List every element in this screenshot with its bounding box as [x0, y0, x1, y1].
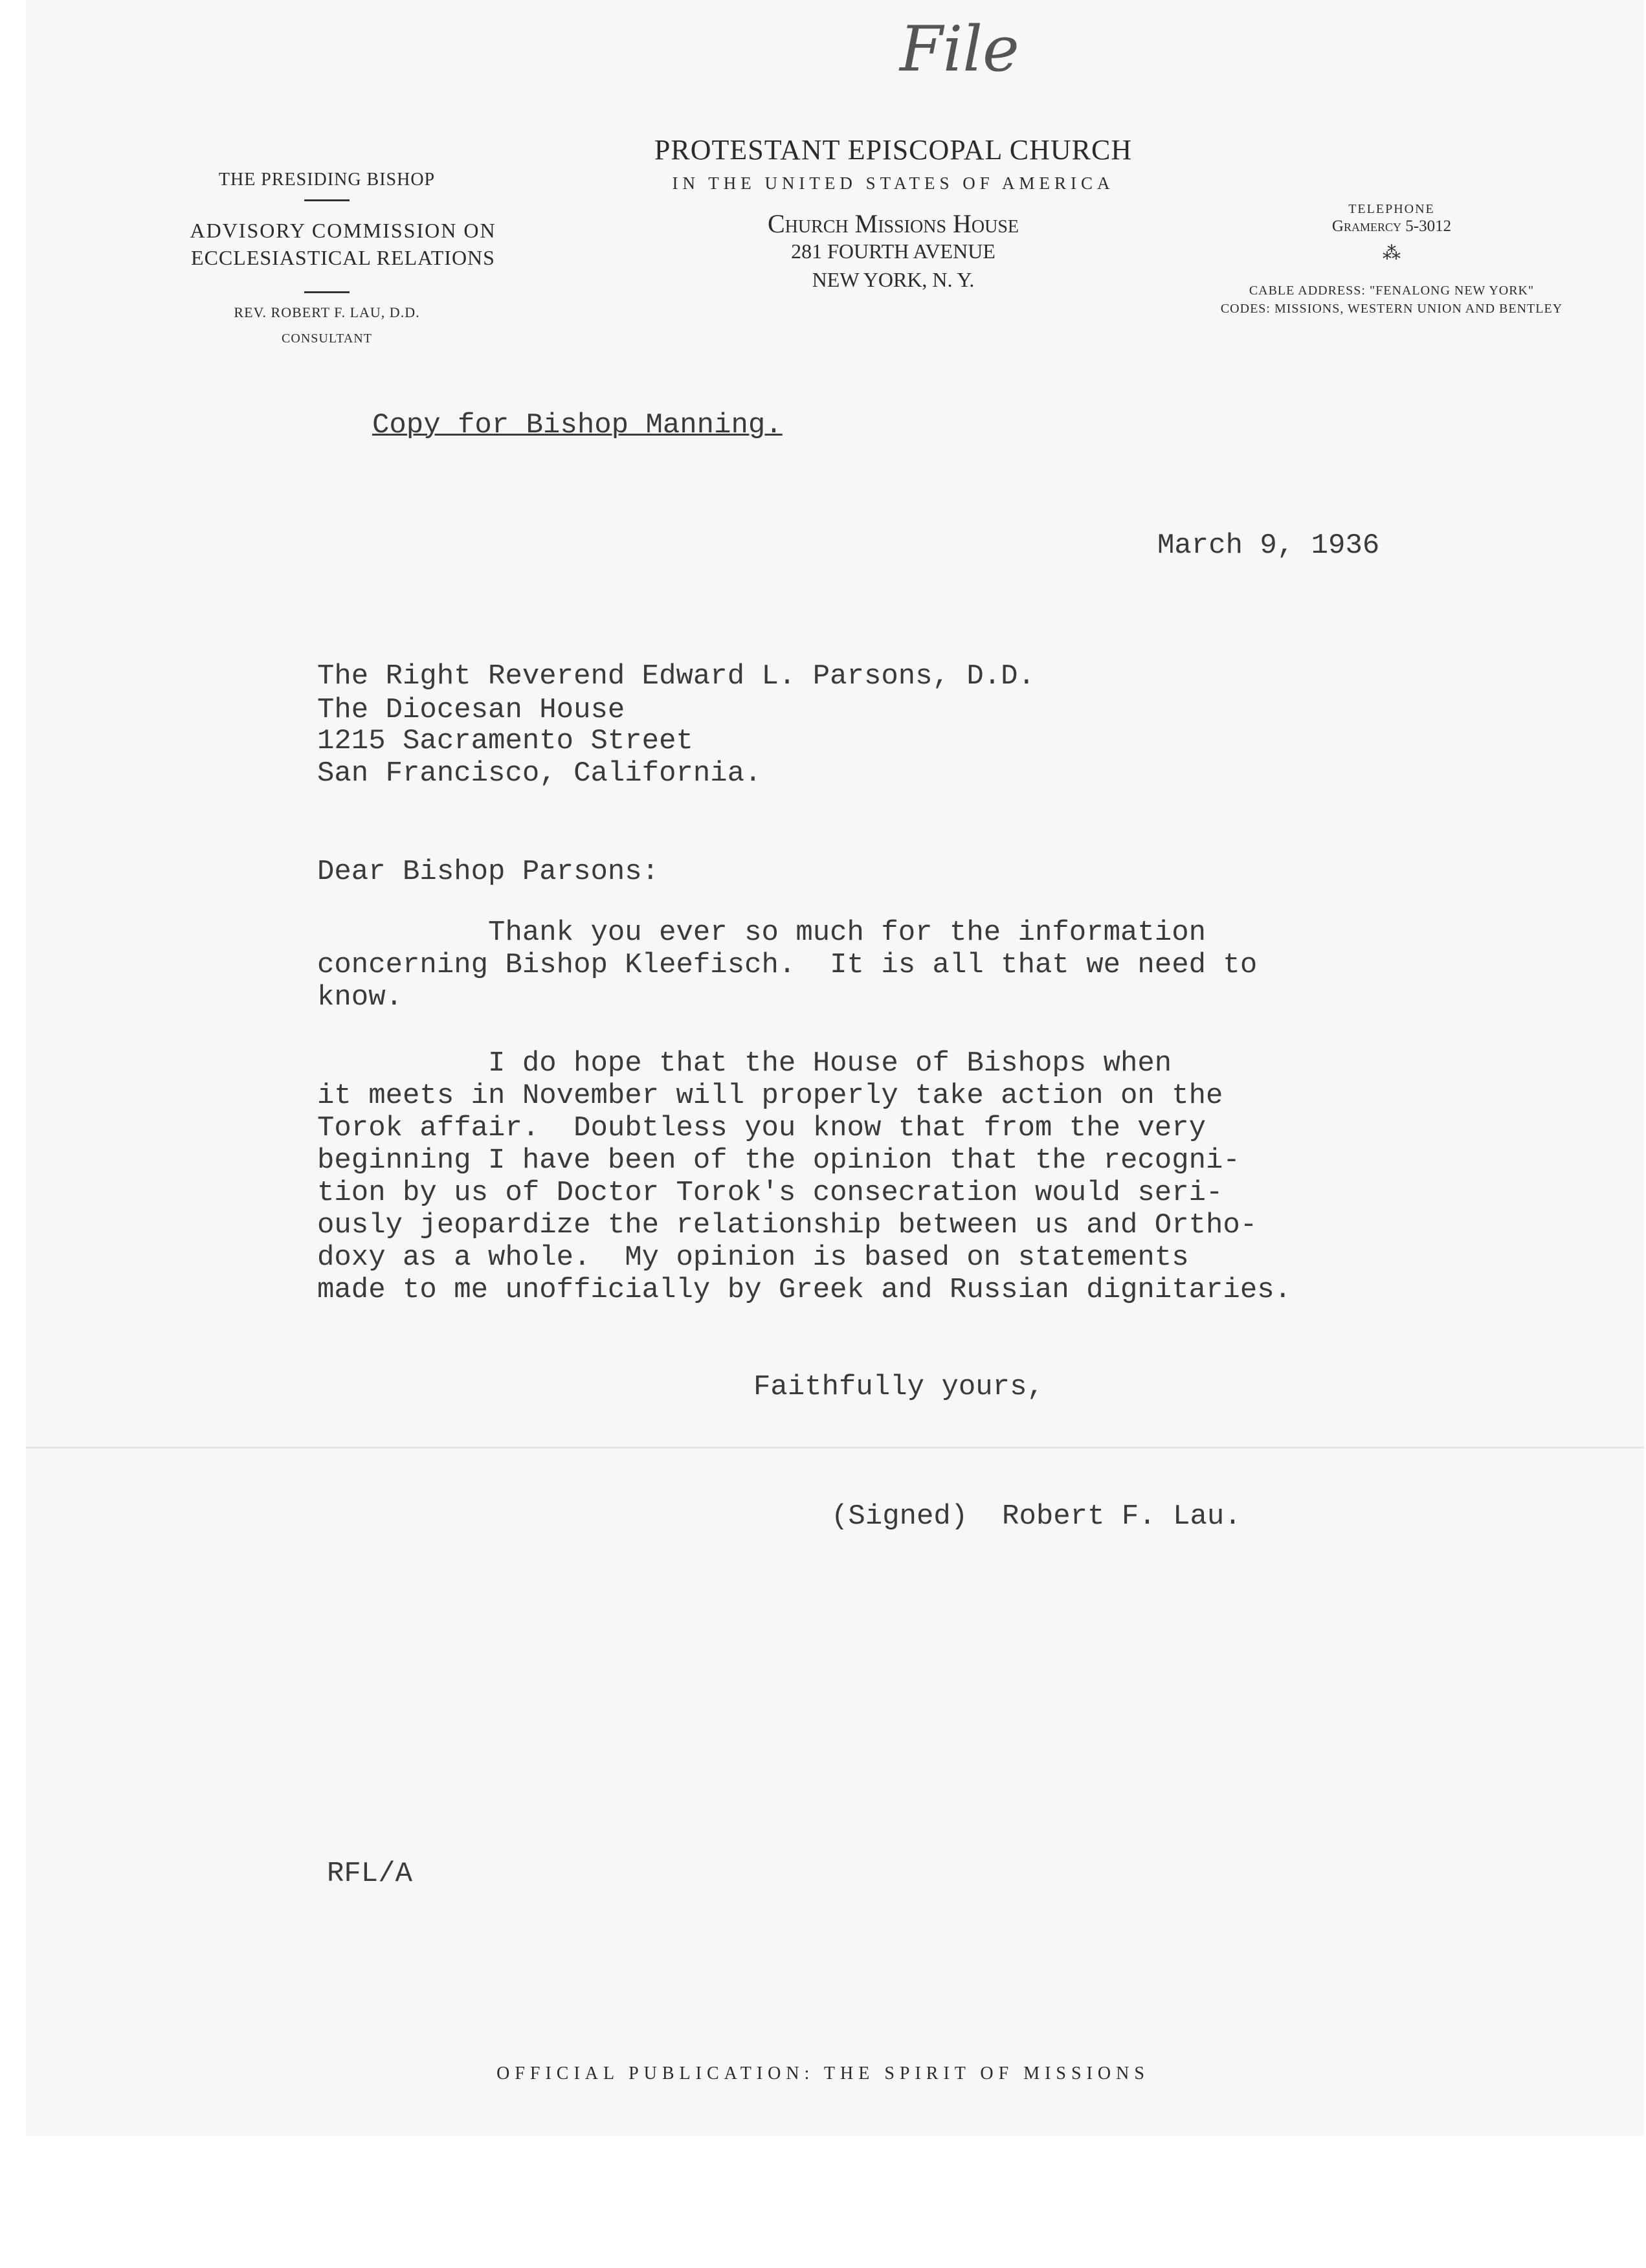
church-country: IN THE UNITED STATES OF AMERICA: [672, 173, 1115, 193]
paragraph-2-line: made to me unofficially by Greek and Russian dignitaries.: [317, 1274, 1292, 1306]
paragraph-1-line: know.: [317, 981, 403, 1014]
paragraph-2-line: it meets in November will properly take action on the: [317, 1080, 1223, 1112]
church-name: PROTESTANT EPISCOPAL CHURCH: [654, 134, 1133, 166]
paragraph-1-line: concerning Bishop Kleefisch. It is all that we need to: [317, 949, 1258, 981]
closing: Faithfully yours,: [753, 1371, 1044, 1403]
paragraph-2-line: tion by us of Doctor Torok's consecration would seri-: [317, 1177, 1223, 1209]
city-address: NEW YORK, N. Y.: [812, 268, 975, 291]
address-line: San Francisco, California.: [317, 757, 762, 790]
address-line: The Right Reverend Edward L. Parsons, D.D.: [317, 660, 1035, 693]
presiding-bishop-label: THE PRESIDING BISHOP: [218, 170, 436, 190]
copy-note: Copy for Bishop Manning.: [372, 409, 783, 441]
letterhead-divider: [304, 291, 350, 293]
paragraph-2-line: ously jeopardize the relationship between us and Ortho-: [317, 1209, 1258, 1241]
salutation: Dear Bishop Parsons:: [317, 856, 660, 888]
telephone-label: TELEPHONE: [1348, 202, 1435, 216]
commission-line-2: ECCLESIASTICAL RELATIONS: [191, 246, 495, 269]
typist-initials: RFL/A: [327, 1858, 413, 1890]
paragraph-2-line: Torok affair. Doubtless you know that from the very: [317, 1112, 1207, 1144]
letter-date: March 9, 1936: [1157, 529, 1380, 562]
address-line: 1215 Sacramento Street: [317, 725, 693, 757]
address-line: The Diocesan House: [317, 694, 625, 726]
paragraph-1-line: Thank you ever so much for the information: [317, 917, 1207, 949]
consultant-title: CONSULTANT: [282, 331, 372, 346]
commission-line-1: ADVISORY COMMISSION ON: [190, 219, 496, 242]
paragraph-2-line: beginning I have been of the opinion that the recogni-: [317, 1144, 1240, 1177]
letterhead-divider: [304, 199, 350, 201]
ornament-icon: ⁂: [1383, 243, 1401, 263]
paragraph-2-line: doxy as a whole. My opinion is based on statements: [317, 1241, 1189, 1274]
paragraph-2-line: I do hope that the House of Bishops when: [317, 1047, 1172, 1080]
telegraph-codes: CODES: MISSIONS, WESTERN UNION AND BENTLEY: [1220, 302, 1563, 316]
telephone-number: Gramercy 5-3012: [1331, 217, 1452, 235]
footer-publication: OFFICIAL PUBLICATION: THE SPIRIT OF MISSIONS: [496, 2063, 1150, 2084]
signature-line: (Signed) Robert F. Lau.: [831, 1500, 1241, 1533]
street-address: 281 FOURTH AVENUE: [791, 239, 995, 263]
missions-house: Church Missions House: [767, 209, 1019, 238]
handwritten-file-mark: File: [900, 13, 1019, 85]
paper-fold-line: [26, 1447, 1644, 1449]
cable-address: CABLE ADDRESS: "FENALONG NEW YORK": [1249, 284, 1535, 298]
consultant-name: REV. ROBERT F. LAU, D.D.: [234, 304, 420, 320]
